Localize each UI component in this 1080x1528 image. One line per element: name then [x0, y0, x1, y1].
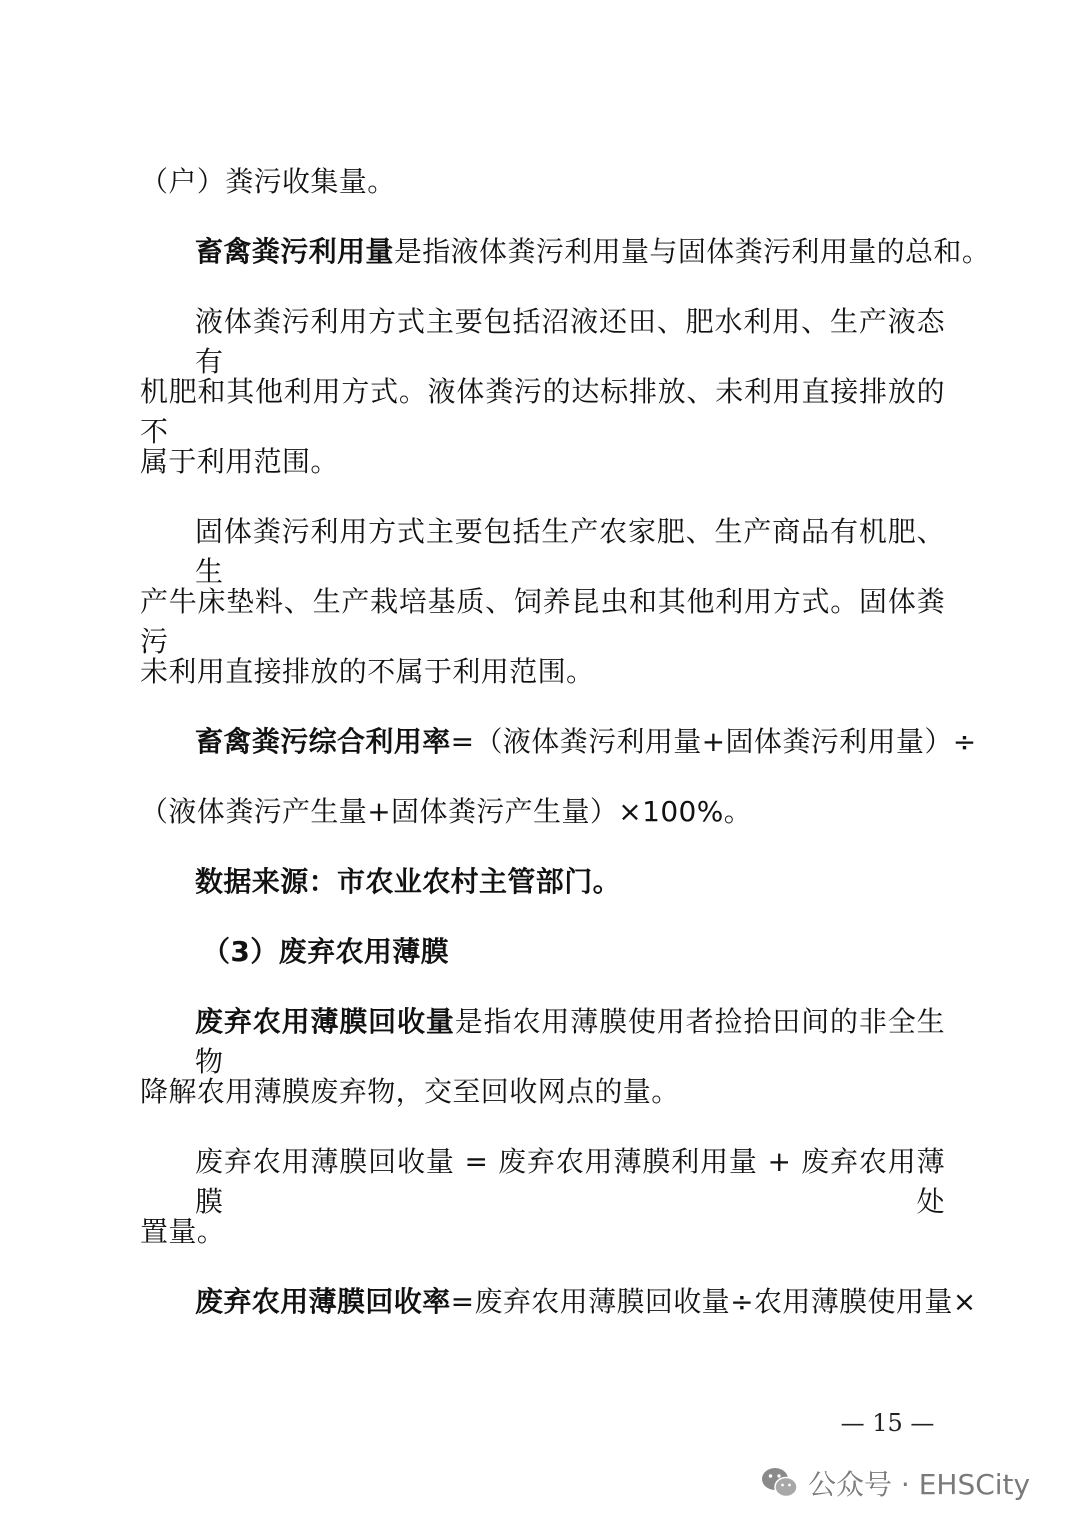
text-line — [140, 1142, 945, 1222]
text-line — [140, 162, 945, 202]
line-text: （液体粪污产生量+固体粪污产生量）×100%。 — [140, 795, 753, 828]
line-text: 液体粪污利用方式主要包括沼液还田、肥水利用、生产液态有 — [195, 305, 945, 378]
watermark-text: 公众号 · EHSCity — [808, 1468, 1031, 1501]
line-text: 是指农用薄膜使用者捡拾田间的非全生物 — [195, 1005, 945, 1078]
line-text: 属于利用范围。 — [140, 445, 339, 478]
line-text: 废弃农用薄膜回收量 = 废弃农用薄膜利用量 + 废弃农用薄膜处 — [195, 1145, 945, 1218]
line-text: =（液体粪污利用量+固体粪污利用量）÷ — [450, 725, 977, 758]
line-text: =废弃农用薄膜回收量÷农用薄膜使用量× — [450, 1285, 977, 1318]
text-line — [140, 442, 945, 482]
text-line — [140, 582, 945, 662]
text-line — [140, 862, 945, 902]
line-text: 置量。 — [140, 1215, 226, 1248]
term-bold: 废弃农用薄膜回收率 — [195, 1285, 451, 1318]
text-line — [140, 1212, 945, 1252]
wechat-icon — [760, 1465, 800, 1501]
watermark — [760, 1463, 1030, 1503]
text-line — [140, 232, 991, 272]
text-line — [140, 1282, 977, 1322]
text-line — [140, 722, 977, 762]
text-line — [140, 372, 945, 452]
page-number: — 15 — — [840, 1409, 935, 1437]
text-line — [140, 652, 945, 692]
term-bold: 畜禽粪污利用量 — [195, 235, 394, 268]
line-text: 未利用直接排放的不属于利用范围。 — [140, 655, 595, 688]
text-line — [140, 1002, 945, 1082]
line-text: 降解农用薄膜废弃物，交至回收网点的量。 — [140, 1075, 680, 1108]
line-text: 固体粪污利用方式主要包括生产农家肥、生产商品有机肥、生 — [195, 515, 945, 588]
text-line — [140, 1072, 945, 1112]
line-text: 是指液体粪污利用量与固体粪污利用量的总和。 — [393, 235, 991, 268]
line-text: 机肥和其他利用方式。液体粪污的达标排放、未利用直接排放的不 — [140, 375, 945, 448]
section-title: （3）废弃农用薄膜 — [202, 935, 450, 968]
section-heading — [140, 932, 945, 972]
line-text: （户）粪污收集量。 — [140, 165, 396, 198]
line-text: 产牛床垫料、生产栽培基质、饲养昆虫和其他利用方式。固体粪污 — [140, 585, 945, 658]
term-bold: 废弃农用薄膜回收量 — [195, 1005, 455, 1038]
text-line — [140, 302, 945, 382]
text-line — [140, 512, 945, 592]
term-bold: 畜禽粪污综合利用率 — [195, 725, 451, 758]
data-source-bold: 数据来源：市农业农村主管部门。 — [195, 865, 622, 898]
text-line — [140, 792, 945, 832]
